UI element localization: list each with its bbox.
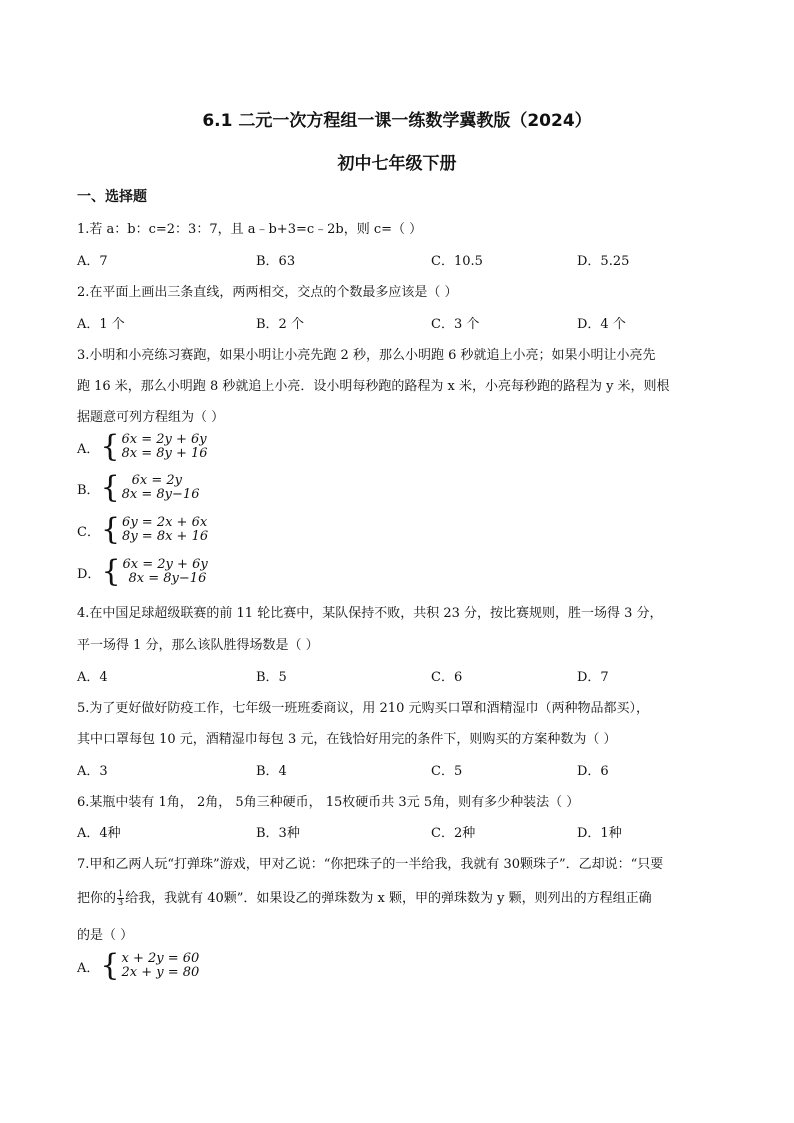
option-label: A． — [77, 960, 100, 976]
q1-option-c: C．10.5 — [431, 254, 483, 269]
q5-option-c: C．5 — [431, 764, 463, 779]
question-6-stem: 6.某瓶中装有 1角， 2角， 5角三种硬币， 15枚硬币共 3元 5角，则有多少种装法（ ） — [77, 795, 580, 810]
q5-option-a: A．3 — [77, 764, 108, 779]
page-subtitle: 初中七年级下册 — [337, 154, 457, 174]
left-brace: { — [100, 512, 121, 547]
question-7-line-1: 7.甲和乙两人玩“打弹珠”游戏，甲对乙说：“你把珠子的一半给我，我就有 30颗珠子”．乙却说：“只要 — [77, 857, 664, 872]
question-7-line-2 — [77, 887, 652, 907]
q2-option-a: A．1 个 — [77, 317, 125, 332]
left-brace: { — [100, 948, 120, 983]
q3-option-b — [77, 470, 200, 505]
q6-option-c: C．2种 — [431, 826, 476, 841]
q7-line-2-start: 把你的 — [77, 891, 117, 906]
question-7-line-3: 的是（ ） — [77, 928, 134, 943]
equation: 8x = 8y−16 — [128, 571, 207, 586]
left-brace: { — [100, 429, 120, 464]
q1-option-a: A．7 — [77, 254, 108, 269]
q1-option-d: D．5.25 — [577, 254, 630, 269]
fraction-denominator: 3 — [118, 898, 124, 907]
fraction-numerator: 1 — [118, 889, 124, 898]
q3-option-c — [77, 512, 209, 547]
q1-option-b: B．63 — [256, 254, 296, 269]
question-2-stem: 2.在平面上画出三条直线，两两相交，交点的个数最多应该是（ ） — [77, 285, 458, 300]
q4-option-d: D．7 — [577, 670, 609, 685]
equation: 6x = 2y + 6y — [121, 432, 207, 447]
q6-option-d: D．1种 — [577, 826, 622, 841]
equation: 6y = 2x + 6x — [122, 515, 208, 530]
q4-option-c: C．6 — [431, 670, 463, 685]
equation: 8y = 8x + 16 — [122, 529, 209, 544]
question-3-line-3: 据题意可列方程组为（ ） — [77, 410, 225, 425]
question-1-stem: 1.若 a：b：c=2：3：7，且 a﹣b+3=c﹣2b，则 c=（ ） — [77, 222, 423, 237]
q4-option-a: A．4 — [77, 670, 108, 685]
q5-option-b: B．4 — [256, 764, 287, 779]
section-heading: 一、选择题 — [77, 189, 147, 205]
option-label: D． — [77, 566, 101, 582]
equation: 6x = 2y — [131, 473, 183, 488]
question-3-line-2: 跑 16 米，那么小明跑 8 秒就追上小亮．设小明每秒跑的路程为 x 米，小亮每秒跑的路程为 y 米，则根 — [77, 379, 670, 394]
q4-option-b: B．5 — [256, 670, 287, 685]
equation: 8x = 8y−16 — [121, 487, 200, 502]
question-3-line-1: 3.小明和小亮练习赛跑，如果小明让小亮先跑 2 秒，那么小明跑 6 秒就追上小亮；如果小明让小亮先 — [77, 348, 656, 363]
q7-line-2-end: 给我，我就有 40颗”．如果设乙的弹珠数为 x 颗，甲的弹珠数为 y 颗，则列出的方程组正确 — [125, 891, 652, 906]
equation: 6x = 2y + 6y — [122, 557, 208, 572]
q6-option-a: A．4种 — [77, 826, 121, 841]
question-5-line-2: 其中口罩每包 10 元，酒精湿巾每包 3 元，在钱恰好用完的条件下，则购买的方案种数为（ ） — [77, 732, 617, 747]
option-label: B． — [77, 482, 100, 498]
q2-option-c: C．3 个 — [431, 317, 480, 332]
q3-option-a — [77, 429, 208, 464]
equation: x + 2y = 60 — [121, 951, 200, 966]
equation: 2x + y = 80 — [121, 965, 200, 980]
q3-option-d — [77, 554, 208, 589]
question-5-line-1: 5.为了更好做好防疫工作，七年级一班班委商议，用 210 元购买口罩和酒精湿巾（两种物品都买）， — [77, 701, 649, 716]
q7-option-a — [77, 948, 200, 983]
q6-option-b: B．3种 — [256, 826, 300, 841]
q5-option-d: D．6 — [577, 764, 609, 779]
left-brace: { — [100, 470, 120, 505]
fraction — [117, 890, 124, 907]
left-brace: { — [101, 554, 121, 589]
question-4-line-2: 平一场得 1 分，那么该队胜得场数是（ ） — [77, 638, 319, 653]
q2-option-d: D．4 个 — [577, 317, 626, 332]
equation: 8x = 8y + 16 — [121, 446, 208, 461]
page-title: 6.1 二元一次方程组一课一练数学冀教版（2024） — [202, 111, 592, 131]
question-4-line-1: 4.在中国足球超级联赛的前 11 轮比赛中，某队保持不败，共积 23 分，按比赛规则，胜一场得 3 分， — [77, 606, 663, 621]
option-label: C． — [77, 524, 100, 540]
option-label: A． — [77, 441, 100, 457]
q2-option-b: B．2 个 — [256, 317, 304, 332]
